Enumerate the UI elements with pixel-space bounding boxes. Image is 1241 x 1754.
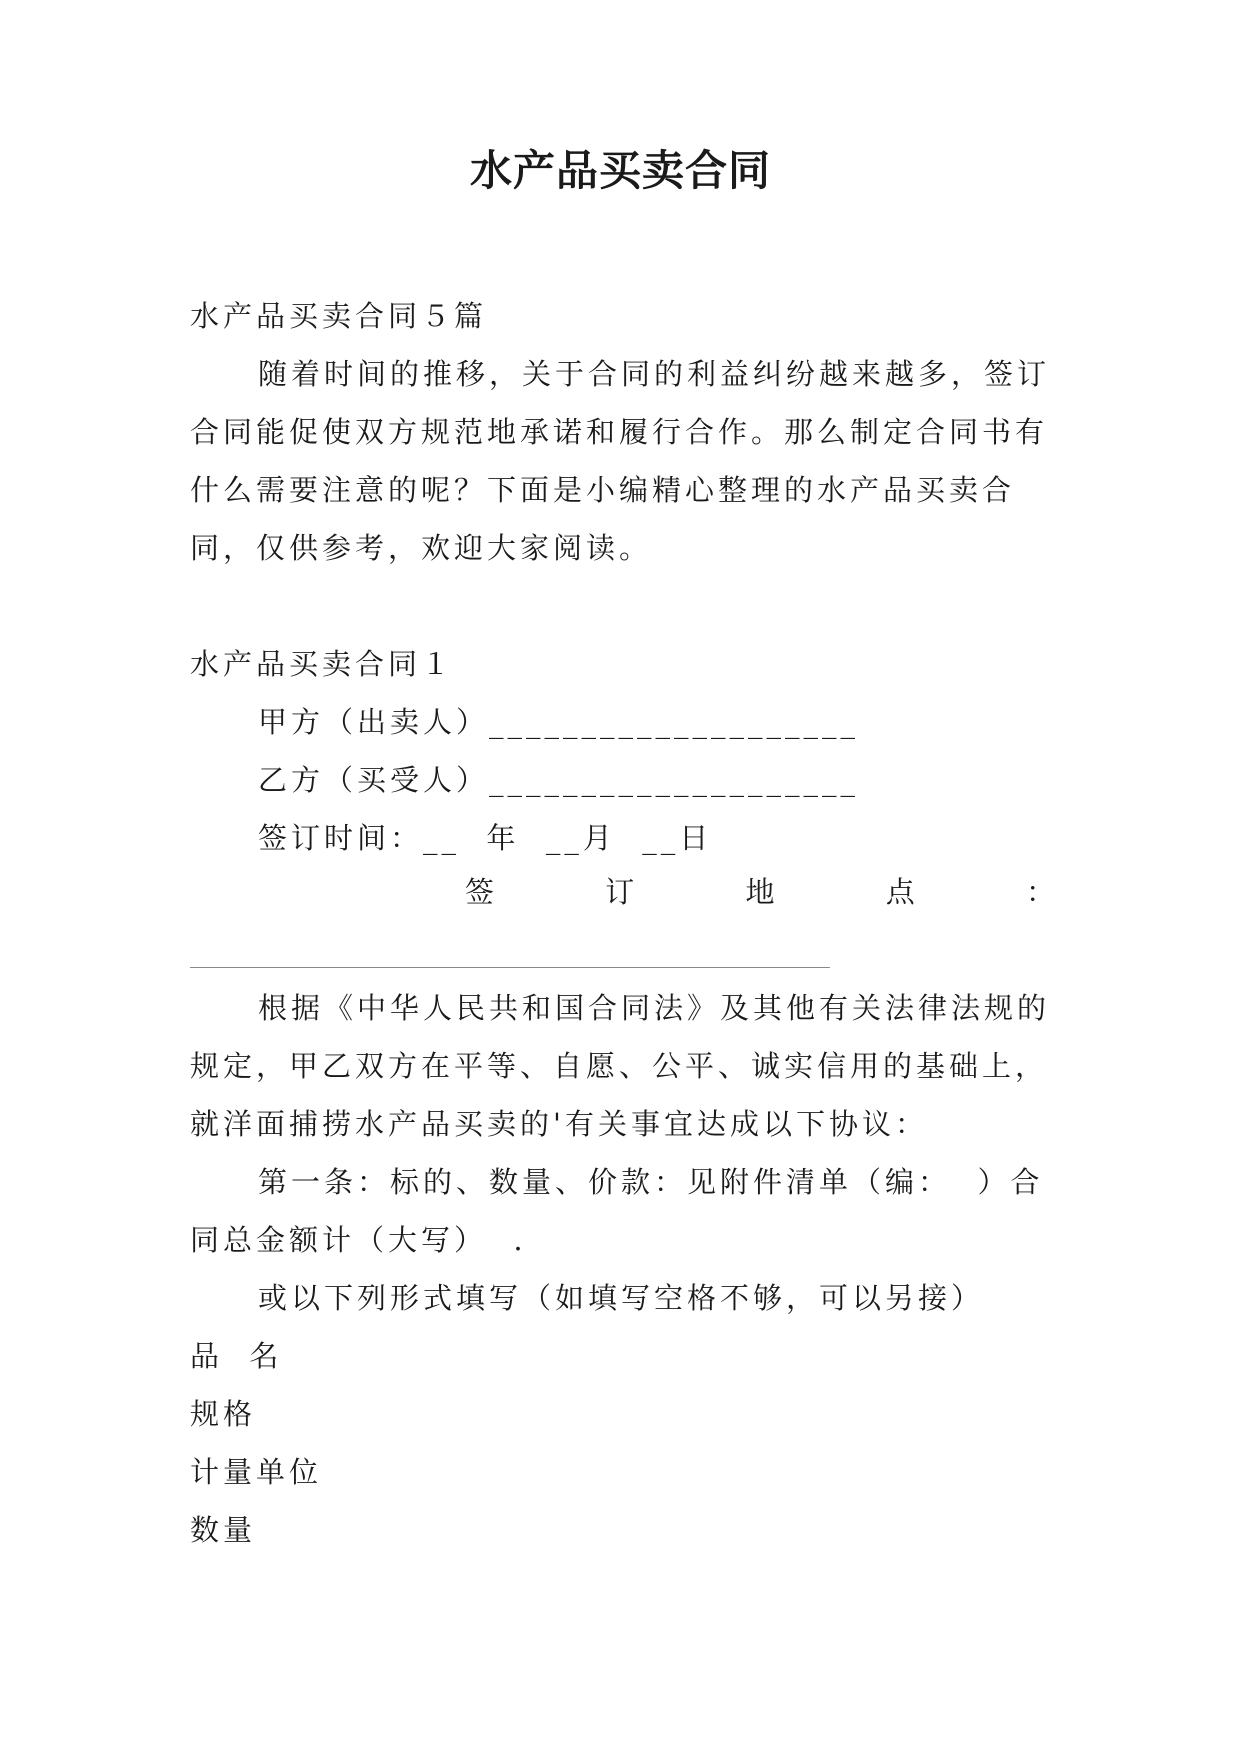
intro-heading: 水产品买卖合同５篇 (190, 299, 488, 333)
signing-place-char-4: 点 (885, 875, 915, 909)
signing-place-char-3: 地 (745, 875, 775, 909)
field-quantity: 数量 (190, 1513, 257, 1547)
signing-date-line: 签订时间：__ 年 __月 __日 (258, 821, 713, 855)
party-b-line: 乙方（买受人）____________________ (258, 763, 860, 797)
basis-paragraph-line-3: 就洋面捕捞水产品买卖的'有关事宜达成以下协议： (190, 1107, 928, 1141)
article-1-line-1: 第一条：标的、数量、价款：见附件清单（编： ）合 (258, 1165, 1044, 1199)
intro-paragraph-line-4: 同，仅供参考，欢迎大家阅读。 (190, 531, 653, 565)
intro-paragraph-line-3: 什么需要注意的呢？下面是小编精心整理的水产品买卖合 (190, 473, 1016, 507)
signing-place-char-2: 订 (605, 875, 635, 909)
form-instruction-line: 或以下列形式填写（如填写空格不够，可以另接） (258, 1281, 985, 1315)
contract-1-heading: 水产品买卖合同１ (190, 647, 455, 681)
field-specification: 规格 (190, 1397, 257, 1431)
intro-paragraph-line-2: 合同能促使双方规范地承诺和履行合作。那么制定合同书有 (190, 415, 1049, 449)
intro-paragraph-line-1: 随着时间的推移，关于合同的利益纠纷越来越多，签订 (258, 357, 1051, 391)
party-a-line: 甲方（出卖人）____________________ (258, 705, 860, 739)
document-title: 水产品买卖合同 (469, 146, 771, 195)
basis-paragraph-line-1: 根据《中华人民共和国合同法》及其他有关法律法规的 (258, 991, 1051, 1025)
article-1-line-2: 同总金额计（大写） . (190, 1223, 527, 1257)
signing-place-label (465, 875, 1055, 909)
signing-place-char-1: 签 (465, 875, 495, 909)
field-unit: 计量单位 (190, 1455, 323, 1489)
signing-place-blank-line (190, 967, 830, 968)
field-product-name: 品 名 (190, 1339, 283, 1373)
basis-paragraph-line-2: 规定，甲乙双方在平等、自愿、公平、诚实信用的基础上， (190, 1049, 1049, 1083)
signing-place-char-5: ： (1025, 875, 1055, 909)
